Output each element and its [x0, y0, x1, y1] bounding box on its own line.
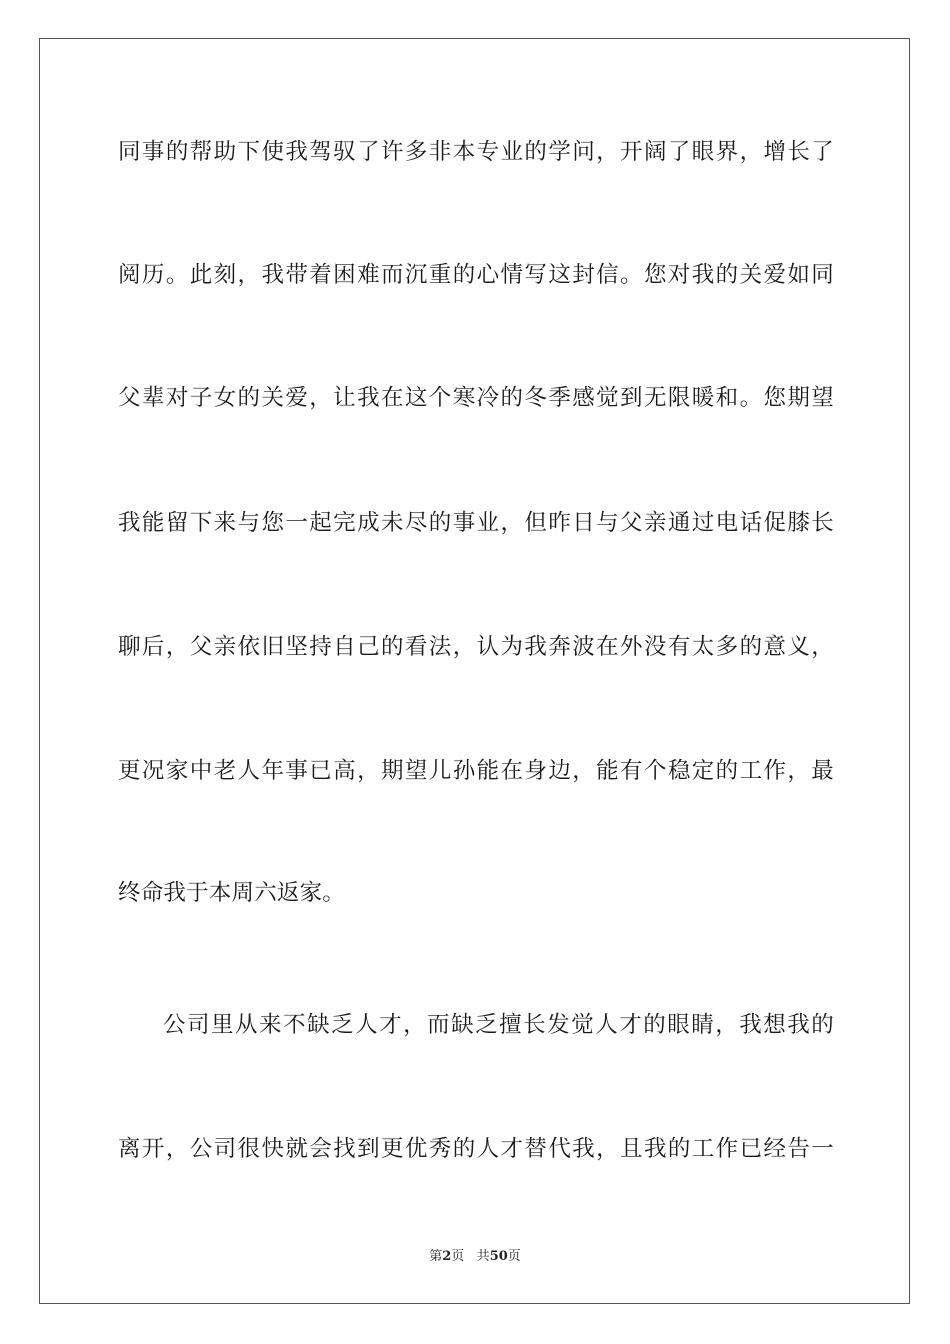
footer-page-number: 2 — [442, 1249, 452, 1264]
page-border — [39, 38, 910, 1304]
text-line-3: 父辈对子女的关爱，让我在这个寒冷的冬季感觉到无限暖和。您期望 — [118, 385, 834, 411]
text-line-6: 更况家中老人年事已高，期望儿孙能在身边，能有个稳定的工作，最 — [118, 758, 834, 784]
footer-total-number: 50 — [489, 1249, 508, 1264]
footer-page-suffix: 页 — [451, 1249, 465, 1264]
footer-page-prefix: 第 — [429, 1249, 443, 1264]
footer-total-suffix: 页 — [507, 1249, 521, 1264]
page-footer — [0, 1248, 950, 1266]
footer-total-prefix: 共 — [476, 1249, 490, 1264]
text-line-9: 离开，公司很快就会找到更优秀的人才替代我，且我的工作已经告一 — [118, 1136, 834, 1162]
text-line-7: 终命我于本周六返家。 — [118, 880, 346, 906]
text-line-4: 我能留下来与您一起完成未尽的事业，但昨日与父亲通过电话促膝长 — [118, 510, 834, 536]
text-line-1: 同事的帮助下使我驾驭了许多非本专业的学问，开阔了眼界，增长了 — [118, 139, 834, 165]
text-line-8: 公司里从来不缺乏人才，而缺乏擅长发觉人才的眼睛，我想我的 — [163, 1012, 834, 1038]
text-line-5: 聊后，父亲依旧坚持自己的看法，认为我奔波在外没有太多的意义， — [118, 634, 834, 660]
text-line-2: 阅历。此刻，我带着困难而沉重的心情写这封信。您对我的关爱如同 — [118, 262, 834, 288]
